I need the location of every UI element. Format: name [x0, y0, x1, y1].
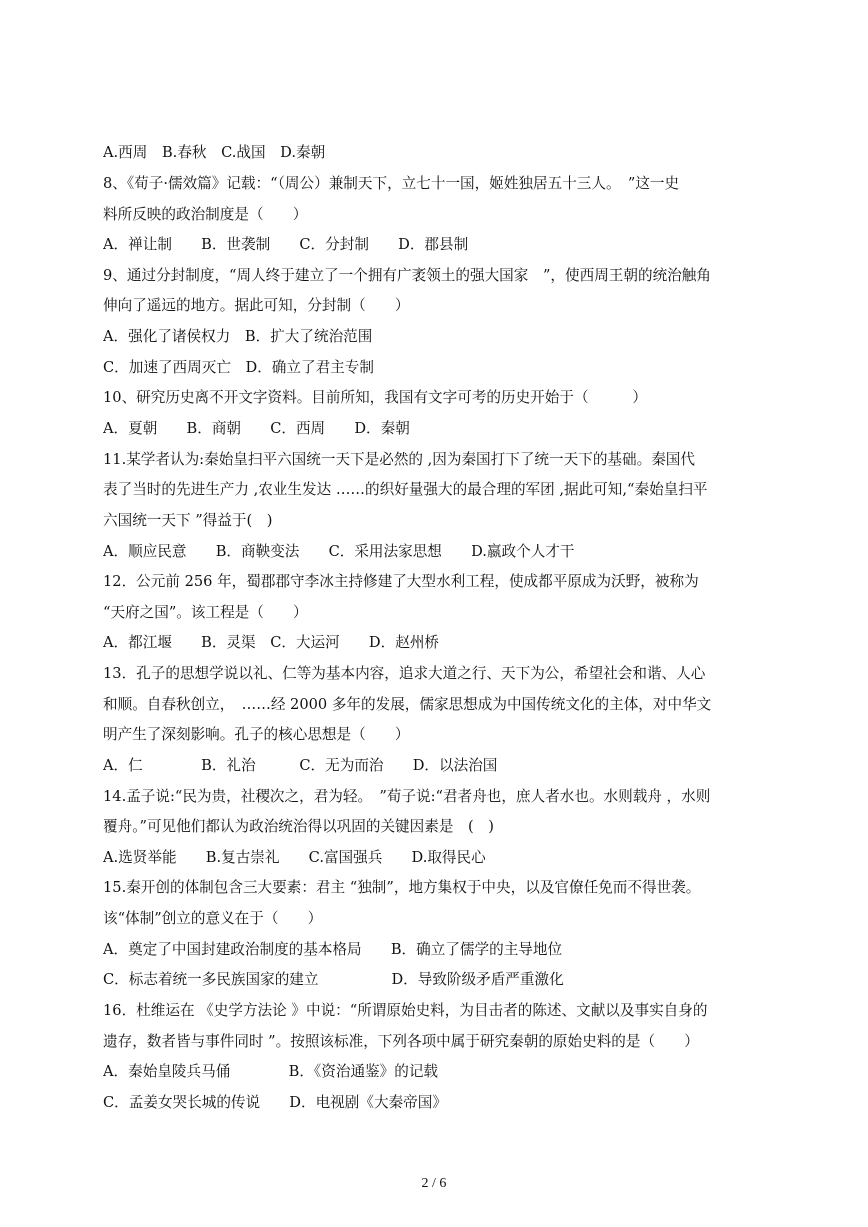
text-line: A．夏朝 B．商朝 C．西周 D．秦朝: [103, 420, 410, 437]
text-line: 16．杜维运在 《史学方法论 》中说：“所谓原始史料，为目击者的陈述、文献以及事实自身的: [103, 1002, 708, 1019]
text-line: 料所反映的政治制度是（ ）: [103, 206, 308, 223]
text-line: 12．公元前 256 年，蜀郡郡守李冰主持修建了大型水利工程，使成都平原成为沃野，被称为: [103, 573, 699, 590]
text-line: 该“体制”创立的意义在于（ ）: [103, 910, 323, 927]
text-line: 表了当时的先进生产力 ,农业生发达 ……的织好量强大的最合理的军团 ,据此可知,“秦始皇扫平: [103, 481, 708, 498]
text-line: A．禅让制 B．世袭制 C．分封制 D．郡县制: [103, 236, 469, 253]
text-line: A.选贤举能 B.复古崇礼 C.富国强兵 D.取得民心: [103, 849, 486, 866]
text-line: 13．孔子的思想学说以礼、仁等为基本内容，追求大道之行、天下为公，希望社会和谐、人心: [103, 665, 706, 682]
text-line: C．标志着统一多民族国家的建立 D．导致阶级矛盾严重激化: [103, 971, 564, 988]
text-line: 六国统一天下 ”得益于( ): [103, 512, 273, 529]
text-line: 明产生了深刻影响。孔子的核心思想是（ ）: [103, 726, 410, 743]
text-line: “天府之国”。该工程是（ ）: [103, 604, 308, 621]
text-line: 11.某学者认为:秦始皇扫平六国统一天下是必然的 ,因为秦国打下了统一天下的基础。秦国代: [103, 451, 695, 468]
text-line: 14.孟子说:“民为贵，社稷次之，君为轻。 ”荀子说:“君者舟也，庶人者水也。水则载舟 ，水则: [103, 788, 711, 805]
text-line: 15.秦开创的体制包含三大要素：君主 “独制”，地方集权于中央，以及官僚任免而不得世袭。: [103, 879, 701, 896]
text-line: C．加速了西周灭亡 D．确立了君主专制: [103, 359, 374, 376]
text-line: 10、研究历史离不开文字资料。目前所知，我国有文字可考的历史开始于（ ）: [103, 389, 647, 406]
page-number: 2 / 6: [421, 1176, 447, 1191]
text-line: A．奠定了中国封建政治制度的基本格局 B．确立了儒学的主导地位: [103, 941, 563, 958]
text-line: 遗存，数者皆与事件同时 ”。按照该标准，下列各项中属于研究秦朝的原始史料的是（ ）: [103, 1033, 699, 1050]
text-line: 8、《荀子·儒效篇》记载：“（周公）兼制天下，立七十一国，姬姓独居五十三人。 ”这一史: [103, 175, 680, 192]
text-line: A．仁 B．礼治 C．无为而治 D．以法治国: [103, 757, 498, 774]
text-line: A．都江堰 B．灵渠 C．大运河 D．赵州桥: [103, 634, 440, 651]
text-line: 9、通过分封制度，“周人终于建立了一个拥有广袤领土的强大国家 ”，使西周王朝的统治触角: [103, 267, 711, 284]
text-line: 覆舟。”可见他们都认为政治统治得以巩固的关键因素是 ( ): [103, 818, 494, 835]
text-line: 和顺。自春秋创立， ……经 2000 多年的发展，儒家思想成为中国传统文化的主体，对中华文: [103, 696, 712, 713]
text-line: A.西周 B.春秋 C.战国 D.秦朝: [103, 144, 326, 161]
text-line: C．孟姜女哭长城的传说 D．电视剧《大秦帝国》: [103, 1094, 447, 1111]
text-line: A．顺应民意 B．商鞅变法 C．采用法家思想 D.嬴政个人才干: [103, 543, 575, 560]
text-line: A．强化了诸侯权力 B．扩大了统治范围: [103, 328, 373, 345]
text-line: 伸向了遥远的地方。据此可知，分封制（ ）: [103, 297, 410, 314]
text-line: A．秦始皇陵兵马俑 B．《资治通鉴》的记载: [103, 1063, 439, 1080]
